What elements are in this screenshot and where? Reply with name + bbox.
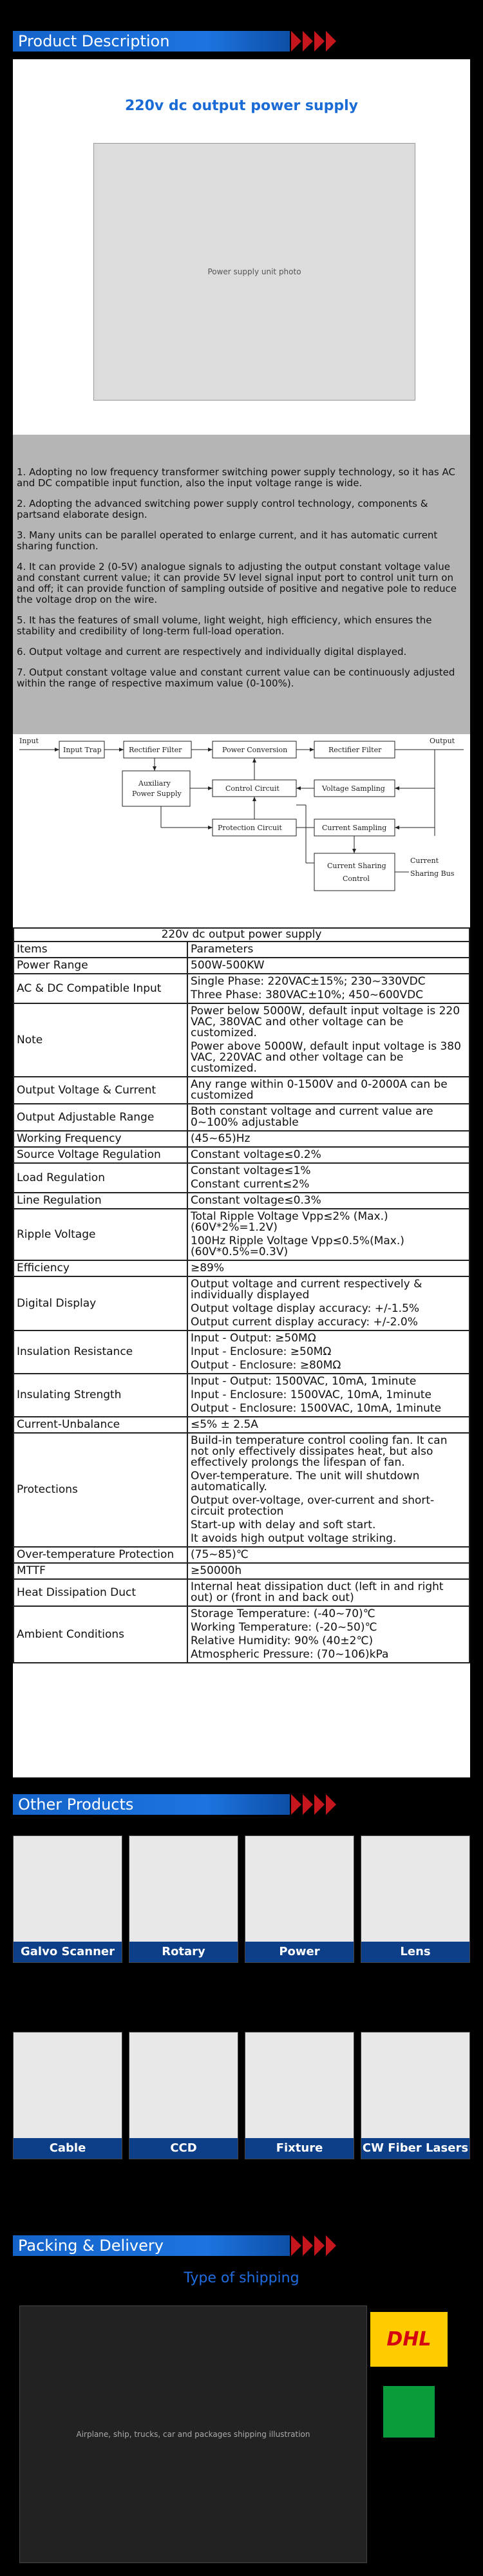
spec-value-line: Working Temperature: (-20~50)℃ xyxy=(191,1621,377,1634)
spec-row xyxy=(14,1209,469,1260)
spec-value-line: Input - Enclosure: 1500VAC, 10mA, 1minute xyxy=(191,1388,431,1401)
spec-value-line: Constant voltage≤0.3% xyxy=(191,1194,321,1207)
spec-row xyxy=(14,1147,469,1163)
chevron-icon xyxy=(291,31,301,52)
product-label: CCD xyxy=(129,2138,238,2159)
diagram-voltage-sampling: Voltage Sampling xyxy=(322,784,385,793)
spec-value-line: Three Phase: 380VAC±10%; 450~600VDC xyxy=(191,989,424,1001)
chevron-icon xyxy=(303,31,313,52)
diagram-bus-2: Sharing Bus xyxy=(410,869,455,878)
spec-value xyxy=(187,1606,469,1663)
description-item: 7. Output constant voltage value and constant current value can be continuously adjusted within the range of respective maximum value (0-100%). xyxy=(17,667,455,689)
chevron-icon xyxy=(326,31,336,52)
spec-key: Output Adjustable Range xyxy=(14,1104,187,1131)
spec-table xyxy=(13,927,470,1663)
product-label: Lens xyxy=(361,1942,469,1962)
spec-value xyxy=(187,1433,469,1547)
spec-value-line: Total Ripple Voltage Vpp≤2% (Max.) (60V*2%=1.2V) xyxy=(191,1210,388,1234)
diagram-rectifier-filter-2: Rectifier Filter xyxy=(328,746,382,754)
diagram-aux-1: Auxiliary xyxy=(138,779,171,788)
chevron-icon xyxy=(326,2235,336,2256)
shipping-image: Airplane, ship, trucks, car and packages shipping illustration xyxy=(19,2306,367,2563)
spec-value-line: Power above 5000W, default input voltage is 380 VAC, 220VAC and other voltage can be customized. xyxy=(191,1040,461,1075)
spec-key: Ripple Voltage xyxy=(14,1209,187,1260)
other-products-header xyxy=(0,1784,483,1823)
spec-row xyxy=(14,1276,469,1331)
dhl-logo: DHL xyxy=(370,2312,448,2367)
spec-key: Line Regulation xyxy=(14,1193,187,1209)
diagram-power-conversion: Power Conversion xyxy=(222,746,288,754)
product-card[interactable] xyxy=(129,1835,238,1963)
spec-row xyxy=(14,1547,469,1563)
spec-key: Output Voltage & Current xyxy=(14,1077,187,1104)
diagram-current-sharing-1: Current Sharing xyxy=(327,862,386,870)
spec-row xyxy=(14,1606,469,1663)
spec-row xyxy=(14,1417,469,1433)
packing-delivery-header xyxy=(0,2225,483,2264)
spec-key: Items xyxy=(14,942,187,958)
spec-value xyxy=(187,1547,469,1563)
spec-value-line: Output - Enclosure: 1500VAC, 10mA, 1minute xyxy=(191,1402,442,1415)
section-title: Product Description xyxy=(18,32,170,50)
product-label: Galvo Scanner xyxy=(14,1942,122,1962)
diagram-aux-2: Power Supply xyxy=(132,790,182,798)
product-image xyxy=(361,1836,469,1942)
spec-value-line: (75~85)℃ xyxy=(191,1548,249,1561)
spec-value-line: Output - Enclosure: ≥80MΩ xyxy=(191,1359,341,1372)
spec-row xyxy=(14,942,469,958)
spec-key: Digital Display xyxy=(14,1276,187,1331)
product-label: Cable xyxy=(14,2138,122,2159)
diagram-current-sharing-2: Control xyxy=(343,875,370,883)
chevron-icon xyxy=(291,2235,301,2256)
product-card[interactable] xyxy=(245,1835,354,1963)
spec-value-line: Output voltage display accuracy: +/-1.5% xyxy=(191,1302,420,1315)
product-card[interactable] xyxy=(361,2032,470,2159)
spec-value-line: Input - Enclosure: ≥50MΩ xyxy=(191,1345,332,1358)
product-image xyxy=(129,2032,238,2138)
spec-value-line: Any range within 0-1500V and 0-2000A can be customized xyxy=(191,1078,448,1102)
section-title: Other Products xyxy=(18,1795,134,1814)
product-photo-panel xyxy=(13,59,470,435)
spec-value-line: Single Phase: 220VAC±15%; 230~330VDC xyxy=(191,975,426,988)
spec-key: MTTF xyxy=(14,1563,187,1579)
spec-row xyxy=(14,1331,469,1374)
diagram-control-circuit: Control Circuit xyxy=(225,784,279,793)
product-card[interactable] xyxy=(245,2032,354,2159)
auxiliary-power-box xyxy=(122,771,190,806)
chevron-icon xyxy=(314,31,325,52)
spec-value xyxy=(187,1131,469,1147)
product-image xyxy=(245,2032,354,2138)
description-item: 4. It can provide 2 (0-5V) analogue signals to adjusting the output constant voltage value and constant current value; it can provide 5V level signal input port to control unit turn on and off; it can provide function of sampling outside of positive and negative pole to reduce the voltage drop on the wire. xyxy=(17,561,457,605)
description-item: 1. Adopting no low frequency transformer switching power supply technology, so it has AC and DC compatible input function, also the input voltage range is wide. xyxy=(17,466,455,489)
spec-value xyxy=(187,1260,469,1276)
spec-value xyxy=(187,1209,469,1260)
spec-row xyxy=(14,1374,469,1417)
diagram-output-label: Output xyxy=(430,737,455,745)
spec-value-line: Over-temperature. The unit will shutdown automatically. xyxy=(191,1470,420,1493)
spec-value xyxy=(187,1147,469,1163)
spec-value xyxy=(187,974,469,1003)
product-image xyxy=(14,2032,122,2138)
spec-value xyxy=(187,1077,469,1104)
spec-row xyxy=(14,1104,469,1131)
spec-value xyxy=(187,1563,469,1579)
chevron-icon xyxy=(291,1794,301,1815)
spec-value-line: Input - Output: ≥50MΩ xyxy=(191,1332,316,1345)
spec-value-line: Start-up with delay and soft start. xyxy=(191,1519,376,1531)
spec-row xyxy=(14,1193,469,1209)
spec-value-line: Constant current≤2% xyxy=(191,1178,310,1191)
spec-value-line: It avoids high output voltage striking. xyxy=(191,1532,397,1545)
spec-value-line: (45~65)Hz xyxy=(191,1132,251,1145)
description-panel xyxy=(13,435,470,734)
product-label: CW Fiber Lasers xyxy=(361,2138,469,2159)
spec-value-line: ≥50000h xyxy=(191,1564,242,1577)
spec-key: Current-Unbalance xyxy=(14,1417,187,1433)
spec-key: Protections xyxy=(14,1433,187,1547)
spec-key: Power Range xyxy=(14,958,187,974)
description-item: 5. It has the features of small volume, light weight, high efficiency, which ensures the stability and credibility of long-term full-load operation. xyxy=(17,614,432,637)
diagram-current-sampling: Current Sampling xyxy=(322,824,387,832)
product-image xyxy=(361,2032,469,2138)
product-image xyxy=(14,1836,122,1942)
spec-key: Efficiency xyxy=(14,1260,187,1276)
chevron-icon xyxy=(326,1794,336,1815)
product-card[interactable] xyxy=(361,1835,470,1963)
diagram-rectifier-filter-1: Rectifier Filter xyxy=(129,746,182,754)
spec-value-line: Output over-voltage, over-current and short-circuit protection xyxy=(191,1494,435,1518)
spec-row xyxy=(14,1163,469,1193)
description-item: 6. Output voltage and current are respectively and individually digital displayed. xyxy=(17,646,407,658)
spec-value-line: Constant voltage≤1% xyxy=(191,1164,311,1177)
spec-key: AC & DC Compatible Input xyxy=(14,974,187,1003)
spec-key: Load Regulation xyxy=(14,1163,187,1193)
spec-key: Insulation Resistance xyxy=(14,1331,187,1374)
product-label: Power xyxy=(245,1942,354,1962)
spec-value xyxy=(187,1374,469,1417)
spec-value xyxy=(187,1331,469,1374)
spec-key: Ambient Conditions xyxy=(14,1606,187,1663)
spec-value xyxy=(187,1193,469,1209)
spec-value xyxy=(187,1579,469,1606)
current-sharing-box xyxy=(314,853,395,891)
product-label: Rotary xyxy=(129,1942,238,1962)
chevron-icon xyxy=(303,2235,313,2256)
spec-key: Note xyxy=(14,1003,187,1077)
spec-key: Insulating Strength xyxy=(14,1374,187,1417)
spec-row xyxy=(14,1579,469,1606)
shipping-panel xyxy=(13,2267,470,2576)
spec-value xyxy=(187,942,469,958)
spec-value-line: Constant voltage≤0.2% xyxy=(191,1148,321,1161)
spec-title: 220v dc output power supply xyxy=(14,928,469,942)
spec-value xyxy=(187,1417,469,1433)
chevron-icon xyxy=(314,2235,325,2256)
spec-row xyxy=(14,1563,469,1579)
spec-row xyxy=(14,1433,469,1547)
chevron-icon xyxy=(303,1794,313,1815)
spec-row xyxy=(14,1077,469,1104)
spec-key: Heat Dissipation Duct xyxy=(14,1579,187,1606)
spec-row xyxy=(14,1003,469,1077)
spec-value-line: Output current display accuracy: +/-2.0% xyxy=(191,1316,418,1329)
spec-value xyxy=(187,958,469,974)
spec-value-line: ≥89% xyxy=(191,1262,225,1274)
spec-row xyxy=(14,1131,469,1147)
product-title: 220v dc output power supply xyxy=(124,98,358,114)
spec-row xyxy=(14,958,469,974)
spec-value xyxy=(187,1003,469,1077)
spec-row xyxy=(14,974,469,1003)
spec-key: Over-temperature Protection xyxy=(14,1547,187,1563)
spec-value-line: Parameters xyxy=(191,943,254,956)
description-item: 2. Adopting the advanced switching power supply control technology, components & partsand elaborate design. xyxy=(17,498,428,520)
spec-value-line: Output voltage and current respectively & individually displayed xyxy=(191,1278,422,1302)
description-item: 3. Many units can be parallel operated to enlarge current, and it has automatic current sharing function. xyxy=(17,529,438,552)
spec-value-line: Power below 5000W, default input voltage is 220 VAC, 380VAC and other voltage can be customized. xyxy=(191,1005,460,1039)
spec-value xyxy=(187,1163,469,1193)
block-diagram xyxy=(13,734,470,937)
diagram-input-label: Input xyxy=(19,737,39,745)
spec-value-line: 100Hz Ripple Voltage Vpp≤0.5%(Max.) (60V*0.5%=0.3V) xyxy=(191,1235,404,1258)
spec-value xyxy=(187,1104,469,1131)
product-description-header xyxy=(0,21,483,59)
shipping-title: Type of shipping xyxy=(184,2270,299,2286)
product-image: Power supply unit photo xyxy=(93,143,415,401)
product-card[interactable] xyxy=(13,1835,122,1963)
spec-value-line: Internal heat dissipation duct (left in and right out) or (front in and back out) xyxy=(191,1580,444,1604)
spec-key: Working Frequency xyxy=(14,1131,187,1147)
chevron-icon xyxy=(314,1794,325,1815)
postal-logo-icon xyxy=(383,2386,435,2438)
spec-value-line: 500W-500KW xyxy=(191,959,265,972)
spec-key: Source Voltage Regulation xyxy=(14,1147,187,1163)
spec-value-line: Input - Output: 1500VAC, 10mA, 1minute xyxy=(191,1375,417,1388)
product-card[interactable] xyxy=(129,2032,238,2159)
diagram-input-trap: Input Trap xyxy=(63,746,102,754)
spec-value-line: ≤5% ± 2.5A xyxy=(191,1418,258,1431)
spec-value-line: Atmospheric Pressure: (70~106)kPa xyxy=(191,1648,389,1661)
diagram-protection-circuit: Protection Circuit xyxy=(218,824,282,832)
product-label: Fixture xyxy=(245,2138,354,2159)
spec-table-panel xyxy=(13,927,470,1777)
spec-value-line: Relative Humidity: 90% (40±2℃) xyxy=(191,1634,374,1647)
spec-value xyxy=(187,1276,469,1331)
diagram-bus-1: Current xyxy=(410,857,439,865)
spec-value-line: Build-in temperature control cooling fan. It can not only effectively dissipates heat, but also effectively prolongs the lifespan of fan. xyxy=(191,1434,448,1469)
product-image xyxy=(245,1836,354,1942)
product-image xyxy=(129,1836,238,1942)
spec-value-line: Storage Temperature: (-40~70)℃ xyxy=(191,1607,375,1620)
spec-value-line: Both constant voltage and current value are 0~100% adjustable xyxy=(191,1105,433,1129)
section-title: Packing & Delivery xyxy=(18,2237,164,2255)
spec-row xyxy=(14,1260,469,1276)
product-card[interactable] xyxy=(13,2032,122,2159)
